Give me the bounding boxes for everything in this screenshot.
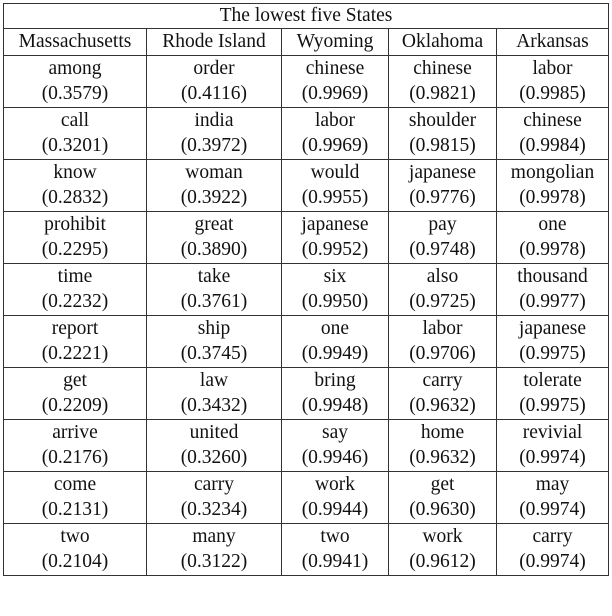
- cell-word: ship: [197, 318, 231, 339]
- cell-score: (0.9821): [409, 83, 476, 104]
- cell-word: get: [63, 370, 87, 391]
- lowest-states-table: [3, 3, 609, 576]
- table-cell-wyoming: [282, 160, 389, 212]
- cell-score: (0.9776): [409, 187, 476, 208]
- cell-score: (0.9632): [409, 395, 476, 416]
- cell-score: (0.2295): [41, 239, 109, 260]
- cell-word: two: [320, 526, 350, 547]
- table-cell-rhode-island: [147, 524, 282, 576]
- cell-word: woman: [185, 162, 243, 183]
- cell-score: (0.9978): [519, 239, 586, 260]
- cell-score: (0.3972): [180, 135, 248, 156]
- cell-score: (0.3922): [180, 187, 248, 208]
- cell-word: come: [53, 474, 97, 495]
- cell-score: (0.3201): [41, 135, 109, 156]
- table-row: [4, 368, 609, 420]
- table-cell-wyoming: [282, 420, 389, 472]
- cell-score: (0.9950): [301, 291, 369, 312]
- table-cell-massachusetts: [4, 316, 147, 368]
- table-cell-massachusetts: [4, 160, 147, 212]
- cell-score: (0.3432): [180, 395, 248, 416]
- cell-word: mongolian: [510, 162, 595, 183]
- cell-word: work: [422, 526, 463, 547]
- table-cell-massachusetts: [4, 264, 147, 316]
- cell-word: carry: [532, 526, 573, 547]
- table-cell-arkansas: [497, 264, 609, 316]
- cell-score: (0.3122): [180, 551, 248, 572]
- cell-score: (0.9955): [301, 187, 369, 208]
- cell-score: (0.9612): [409, 551, 476, 572]
- table-cell-oklahoma: [389, 264, 497, 316]
- column-header-wyoming: Wyoming: [282, 29, 389, 56]
- table-cell-wyoming: [282, 472, 389, 524]
- cell-score: (0.9632): [409, 447, 476, 468]
- cell-score: (0.9975): [519, 343, 586, 364]
- cell-word: also: [426, 266, 459, 287]
- cell-word: labor: [422, 318, 463, 339]
- cell-score: (0.9985): [519, 83, 586, 104]
- cell-score: (0.9984): [519, 135, 586, 156]
- table-cell-arkansas: [497, 160, 609, 212]
- cell-word: carry: [193, 474, 235, 495]
- table-cell-massachusetts: [4, 368, 147, 420]
- cell-word: labor: [314, 110, 356, 131]
- cell-word: law: [199, 370, 229, 391]
- table-cell-rhode-island: [147, 316, 282, 368]
- cell-word: great: [194, 214, 234, 235]
- table-cell-arkansas: [497, 420, 609, 472]
- table-cell-oklahoma: [389, 420, 497, 472]
- cell-score: (0.2232): [41, 291, 109, 312]
- cell-score: (0.9725): [409, 291, 476, 312]
- cell-score: (0.2832): [41, 187, 109, 208]
- cell-score: (0.9969): [301, 135, 369, 156]
- table-cell-arkansas: [497, 108, 609, 160]
- table-cell-massachusetts: [4, 56, 147, 108]
- cell-score: (0.2131): [41, 499, 109, 520]
- cell-score: (0.9974): [519, 447, 586, 468]
- table-cell-wyoming: [282, 212, 389, 264]
- cell-word: one: [538, 214, 567, 235]
- cell-word: home: [420, 422, 465, 443]
- cell-score: (0.9944): [301, 499, 369, 520]
- cell-score: (0.2176): [41, 447, 109, 468]
- table-title: The lowest five States: [4, 4, 609, 29]
- column-header-rhode-island: Rhode Island: [147, 29, 282, 56]
- table-cell-oklahoma: [389, 108, 497, 160]
- cell-score: (0.3579): [41, 83, 109, 104]
- table-cell-oklahoma: [389, 368, 497, 420]
- table-row: [4, 264, 609, 316]
- table-cell-oklahoma: [389, 524, 497, 576]
- cell-word: know: [53, 162, 97, 183]
- table-row: [4, 316, 609, 368]
- table-row: [4, 472, 609, 524]
- table-cell-arkansas: [497, 524, 609, 576]
- column-header-massachusetts: Massachusetts: [4, 29, 147, 56]
- table-cell-oklahoma: [389, 212, 497, 264]
- cell-score: (0.3234): [180, 499, 248, 520]
- cell-score: (0.3260): [180, 447, 248, 468]
- table-cell-oklahoma: [389, 316, 497, 368]
- cell-word: many: [192, 526, 236, 547]
- cell-score: (0.3745): [180, 343, 248, 364]
- table-cell-oklahoma: [389, 56, 497, 108]
- cell-score: (0.9974): [519, 499, 586, 520]
- cell-score: (0.2221): [41, 343, 109, 364]
- cell-word: bring: [314, 370, 356, 391]
- column-header-arkansas: Arkansas: [497, 29, 609, 56]
- table-title-row: [4, 4, 609, 29]
- cell-word: labor: [532, 58, 573, 79]
- table-cell-rhode-island: [147, 368, 282, 420]
- cell-word: two: [60, 526, 90, 547]
- table-cell-wyoming: [282, 368, 389, 420]
- cell-score: (0.9949): [301, 343, 369, 364]
- cell-word: japanese: [301, 214, 369, 235]
- table-row: [4, 524, 609, 576]
- table-cell-arkansas: [497, 472, 609, 524]
- table-cell-wyoming: [282, 316, 389, 368]
- cell-word: shoulder: [408, 110, 477, 131]
- cell-word: revivial: [522, 422, 583, 443]
- table-cell-wyoming: [282, 264, 389, 316]
- cell-word: report: [51, 318, 99, 339]
- cell-word: call: [60, 110, 90, 131]
- cell-word: work: [314, 474, 356, 495]
- cell-word: get: [430, 474, 455, 495]
- cell-word: among: [48, 58, 102, 79]
- table-cell-arkansas: [497, 56, 609, 108]
- table-cell-wyoming: [282, 56, 389, 108]
- table-cell-massachusetts: [4, 212, 147, 264]
- cell-word: thousand: [517, 266, 588, 287]
- cell-score: (0.9706): [409, 343, 476, 364]
- cell-word: japanese: [518, 318, 587, 339]
- table-cell-arkansas: [497, 316, 609, 368]
- cell-word: order: [193, 58, 235, 79]
- cell-word: would: [310, 162, 360, 183]
- cell-word: india: [194, 110, 234, 131]
- cell-score: (0.9948): [301, 395, 369, 416]
- cell-word: one: [320, 318, 350, 339]
- table-cell-wyoming: [282, 108, 389, 160]
- cell-score: (0.9978): [519, 187, 586, 208]
- cell-score: (0.9975): [519, 395, 586, 416]
- cell-word: pay: [428, 214, 457, 235]
- cell-score: (0.9952): [301, 239, 369, 260]
- cell-score: (0.9946): [301, 447, 369, 468]
- table-cell-rhode-island: [147, 420, 282, 472]
- table-cell-rhode-island: [147, 108, 282, 160]
- table-row: [4, 56, 609, 108]
- cell-word: chinese: [413, 58, 472, 79]
- cell-score: (0.9969): [301, 83, 369, 104]
- cell-word: arrive: [52, 422, 98, 443]
- table-cell-wyoming: [282, 524, 389, 576]
- cell-score: (0.3890): [180, 239, 248, 260]
- table-cell-massachusetts: [4, 524, 147, 576]
- table-row: [4, 212, 609, 264]
- cell-score: (0.9977): [519, 291, 586, 312]
- cell-word: chinese: [523, 110, 582, 131]
- table-cell-massachusetts: [4, 472, 147, 524]
- table-cell-oklahoma: [389, 160, 497, 212]
- table-cell-rhode-island: [147, 472, 282, 524]
- cell-word: japanese: [408, 162, 477, 183]
- table-cell-massachusetts: [4, 420, 147, 472]
- cell-score: (0.9630): [409, 499, 476, 520]
- table-cell-rhode-island: [147, 264, 282, 316]
- table-header-row: [4, 29, 609, 56]
- cell-word: tolerate: [523, 370, 582, 391]
- cell-word: prohibit: [44, 214, 106, 235]
- table-row: [4, 420, 609, 472]
- cell-word: take: [197, 266, 231, 287]
- cell-score: (0.9974): [519, 551, 586, 572]
- cell-word: six: [323, 266, 347, 287]
- table-cell-arkansas: [497, 368, 609, 420]
- cell-word: carry: [422, 370, 463, 391]
- cell-word: say: [322, 422, 348, 443]
- table-cell-massachusetts: [4, 108, 147, 160]
- cell-score: (0.9748): [409, 239, 476, 260]
- cell-score: (0.2209): [41, 395, 109, 416]
- cell-score: (0.9815): [409, 135, 476, 156]
- cell-word: chinese: [305, 58, 365, 79]
- table-cell-rhode-island: [147, 56, 282, 108]
- cell-score: (0.2104): [41, 551, 109, 572]
- table-row: [4, 108, 609, 160]
- cell-score: (0.4116): [181, 83, 247, 104]
- table-row: [4, 160, 609, 212]
- cell-word: united: [189, 422, 239, 443]
- cell-word: time: [57, 266, 93, 287]
- column-header-oklahoma: Oklahoma: [389, 29, 497, 56]
- cell-word: may: [535, 474, 570, 495]
- cell-score: (0.9941): [301, 551, 369, 572]
- table-body: [4, 56, 609, 576]
- cell-score: (0.3761): [180, 291, 248, 312]
- table-cell-rhode-island: [147, 212, 282, 264]
- table-cell-oklahoma: [389, 472, 497, 524]
- table-cell-rhode-island: [147, 160, 282, 212]
- table-cell-arkansas: [497, 212, 609, 264]
